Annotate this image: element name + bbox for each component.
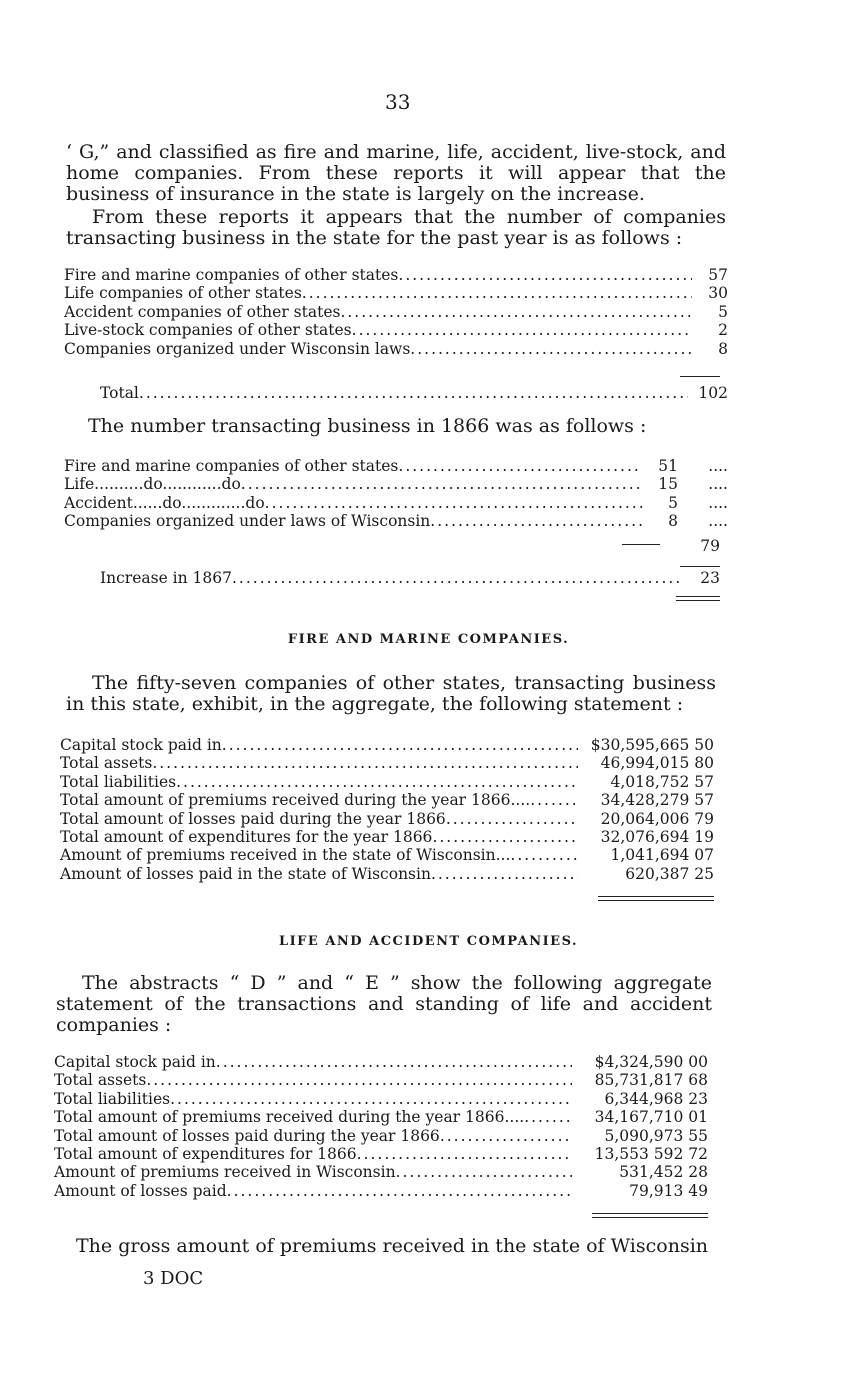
statement-row: Amount of losses paid ..... 79,913 49 (54, 1182, 708, 1200)
statement-row: Total amount of premiums received during the year 1866.... ..... 34,167,710 01 (54, 1108, 708, 1126)
list-item: Life companies of other states ..... 30 (64, 284, 728, 302)
increase-row: Increase in 1867 ..... 23 (100, 569, 720, 587)
double-rule-top (598, 896, 714, 897)
total-1866: 79 (700, 537, 720, 555)
paragraph-counts-intro (66, 207, 726, 249)
statement-row: Total amount of expenditures for the year 1866 ..... 32,076,694 19 (60, 828, 714, 846)
section-heading-fire-marine: FIRE AND MARINE COMPANIES. (287, 632, 570, 647)
section-heading-life-accident: LIFE AND ACCIDENT COMPANIES. (278, 934, 579, 949)
paragraph-1866: The number transacting business in 1866 was as follows : (88, 415, 647, 437)
paragraph-intro: ‘ G,” and classified as fire and marine, life, accident, live-stock, and home companies. From these reports it will appear that the business of insurance in the state is largely on the increase. (66, 141, 726, 205)
list-item: Fire and marine companies of other states ..... 51 .... (64, 457, 728, 475)
statement-row: Total assets ..... 85,731,817 68 (54, 1071, 708, 1089)
double-rule-top (676, 596, 720, 597)
companies-1867-list (64, 266, 728, 358)
list-item: Companies organized under Wisconsin laws ..... 8 (64, 340, 728, 358)
life-accident-statement (54, 1053, 708, 1200)
double-rule-bottom (676, 600, 720, 601)
list-item: Life..........do............do ..... 15 .... (64, 475, 728, 493)
statement-row: Total amount of premiums received during the year 1866.... ..... 34,428,279 57 (60, 791, 714, 809)
double-rule-top (592, 1213, 708, 1214)
list-item: Fire and marine companies of other states ..... 57 (64, 266, 728, 284)
double-rule-bottom (598, 900, 714, 901)
total-row: Total ..... 102 (100, 384, 728, 402)
list-item: Companies organized under laws of Wisconsin ..... 8 .... (64, 512, 728, 530)
increase-row-wrap (100, 569, 720, 587)
statement-row: Capital stock paid in ..... $4,324,590 00 (54, 1053, 708, 1071)
statement-row: Amount of premiums received in Wisconsin ..... 531,452 28 (54, 1163, 708, 1181)
statement-row: Total assets ..... 46,994,015 80 (60, 754, 714, 772)
companies-1867-total (100, 384, 728, 402)
page-number: 33 (385, 90, 411, 114)
statement-row: Amount of losses paid in the state of Wisconsin ..... 620,387 25 (60, 865, 714, 883)
statement-row: Total amount of losses paid during the year 1866 ..... 20,064,006 79 (60, 810, 714, 828)
statement-row: Total liabilities ..... 4,018,752 57 (60, 773, 714, 791)
statement-row: Capital stock paid in ..... $30,595,665 50 (60, 736, 714, 754)
total-rule (680, 376, 720, 377)
total-rule-1866 (680, 566, 720, 567)
statement-row: Total amount of expenditures for 1866 ..... 13,553 592 72 (54, 1145, 708, 1163)
double-rule-bottom (592, 1217, 708, 1218)
signature-mark: 3 DOC (143, 1268, 204, 1289)
list-item: Live-stock companies of other states ..... 2 (64, 321, 728, 339)
fire-marine-statement (60, 736, 714, 883)
paragraph-fire-marine: The fifty-seven companies of other states, transacting business in this state, exhibit, in the aggregate, the following statement : (66, 672, 716, 715)
statement-row: Amount of premiums received in the state of Wisconsin... ..... 1,041,694 07 (60, 846, 714, 864)
statement-row: Total amount of losses paid during the year 1866 ..... 5,090,973 55 (54, 1127, 708, 1145)
subtotal-rule (622, 544, 660, 545)
companies-1866-list (64, 457, 728, 531)
paragraph-gross-premiums: The gross amount of premiums received in the state of Wisconsin (76, 1235, 709, 1257)
statement-row: Total liabilities ..... 6,344,968 23 (54, 1090, 708, 1108)
list-item: Accident......do.............do ..... 5 .... (64, 494, 728, 512)
paragraph-life-accident: The abstracts “ D ” and “ E ” show the following aggregate statement of the transactions and standing of life and accident companies : (56, 972, 712, 1036)
paragraph-counts-text: From these reports it appears that the number of companies transacting business in the state for the past year is as follows : (66, 206, 726, 249)
list-item: Accident companies of other states ..... 5 (64, 303, 728, 321)
